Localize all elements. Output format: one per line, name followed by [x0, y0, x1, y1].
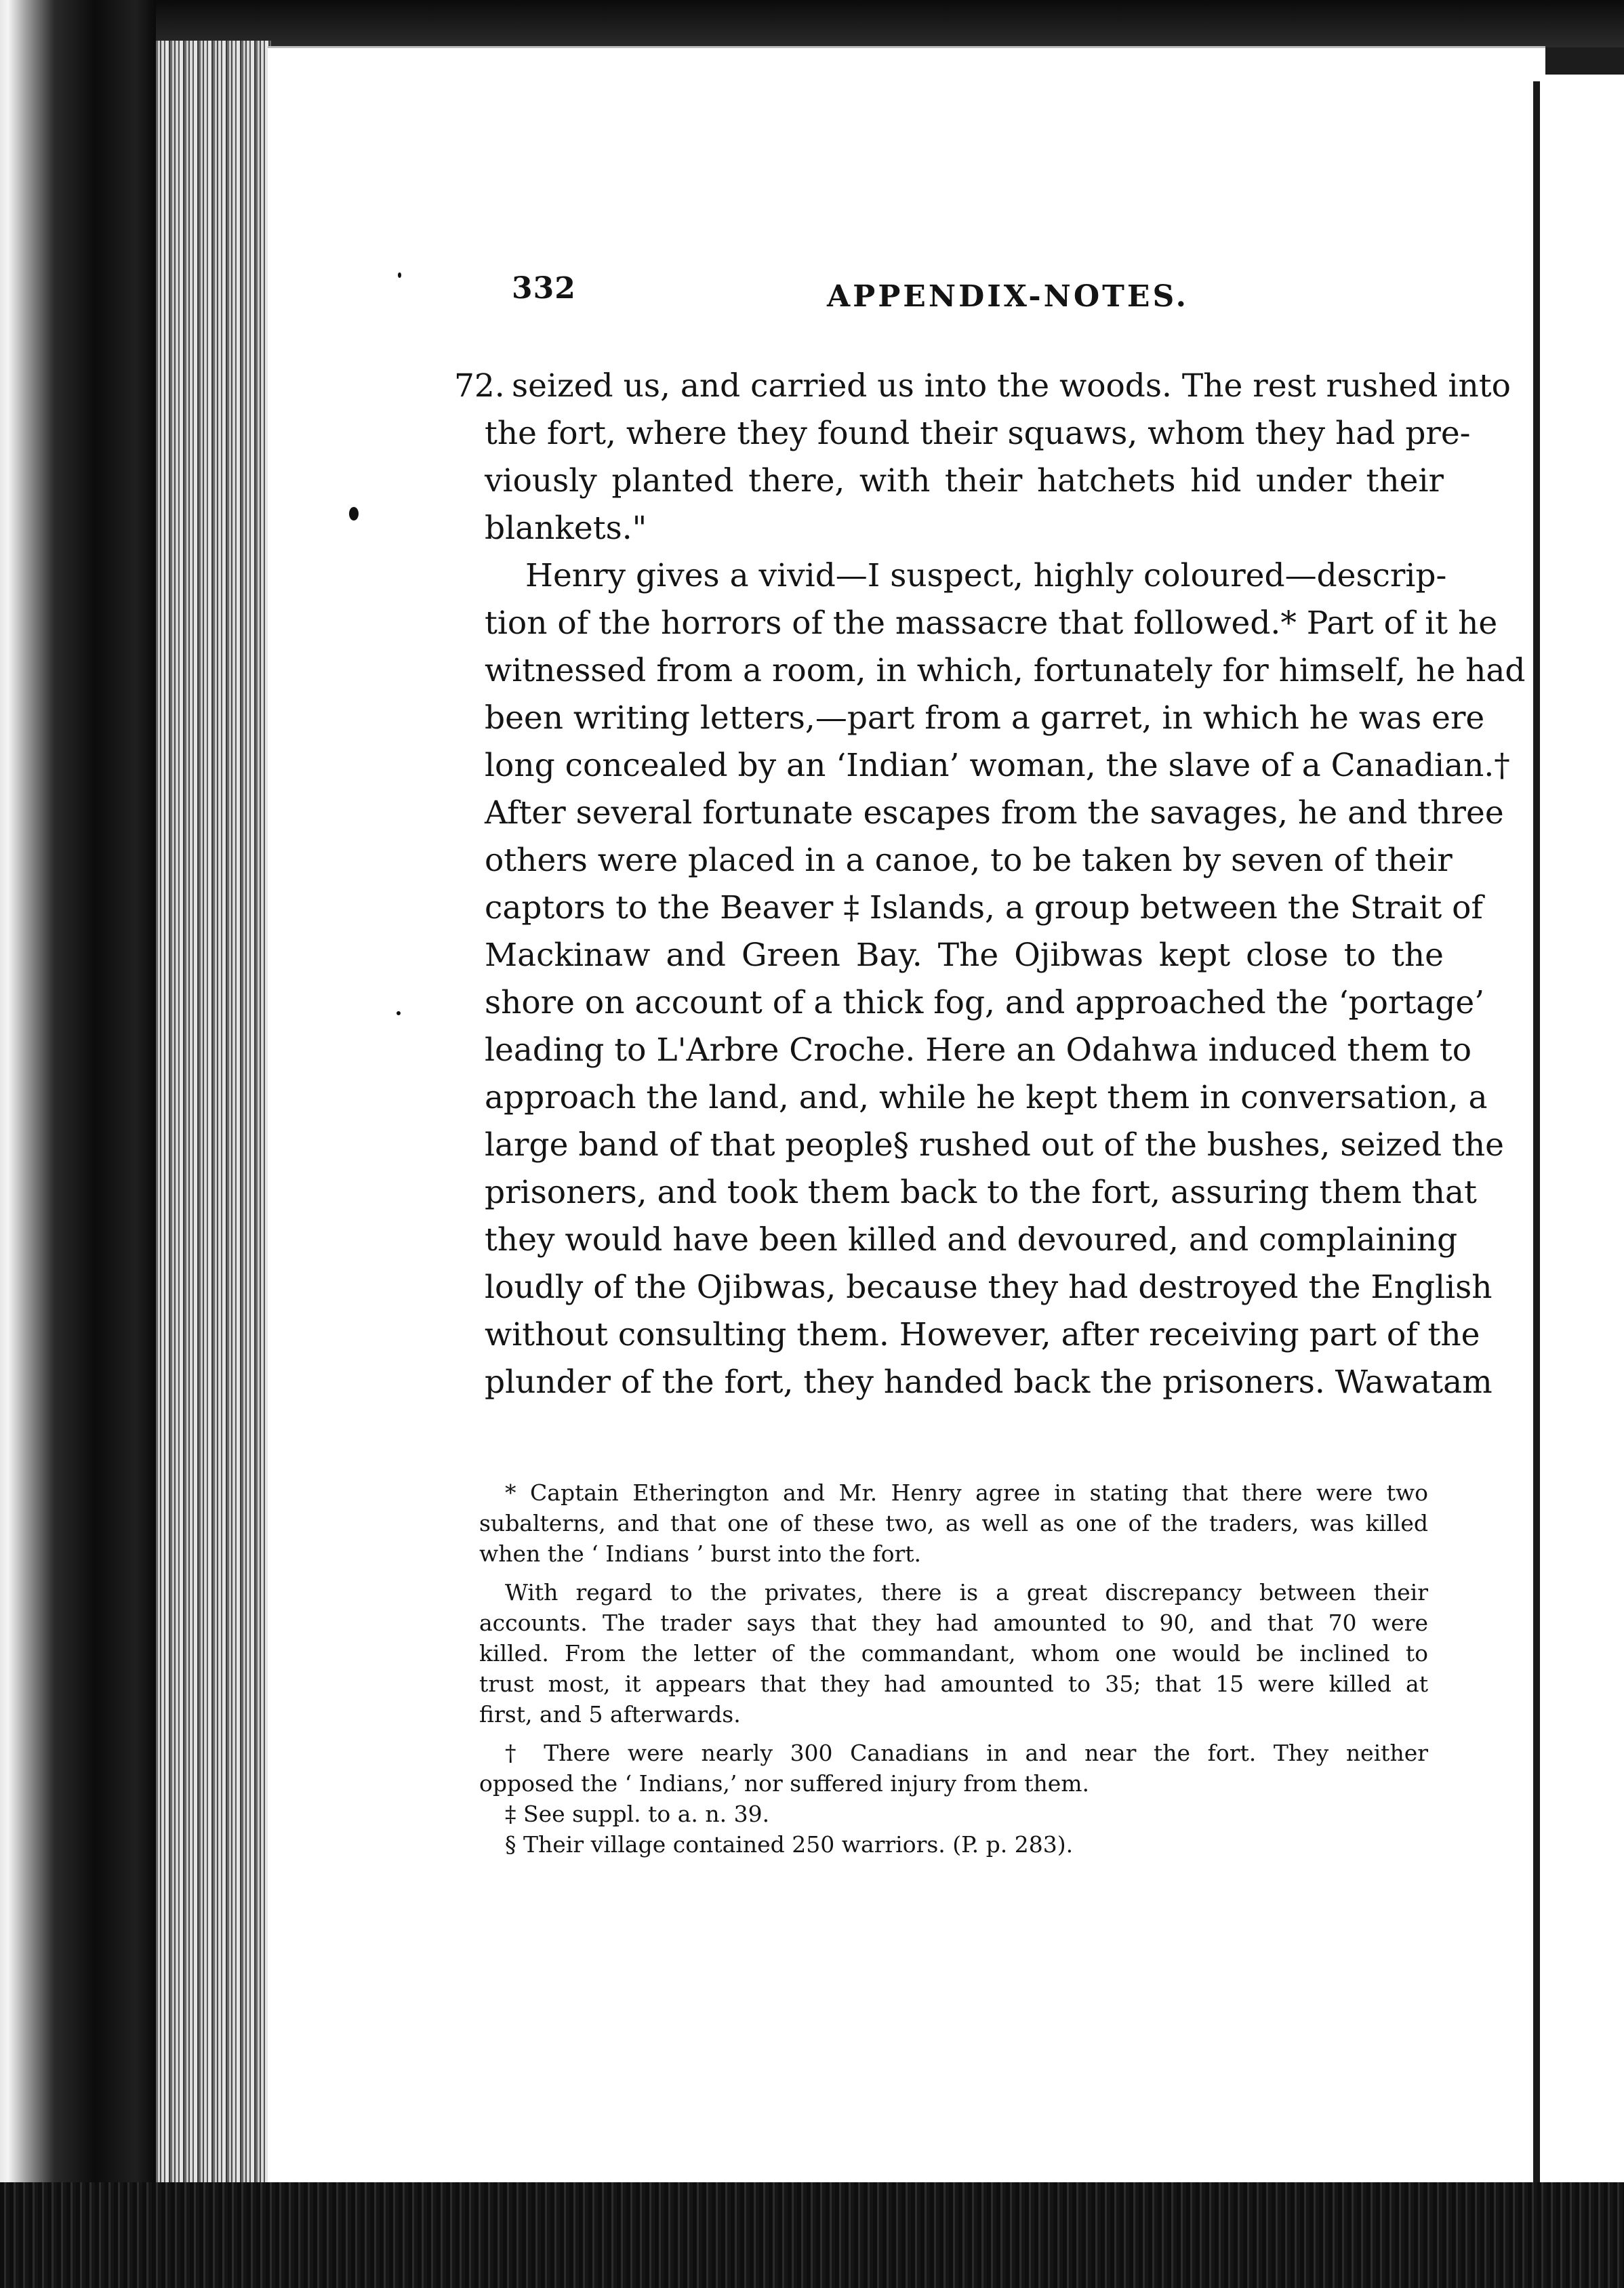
page-number: 332	[512, 271, 576, 306]
text-line: without consulting them. However, after receiving part of the	[485, 1316, 1480, 1353]
scan-left-margin	[0, 0, 156, 2288]
footnotes	[479, 1477, 1428, 1860]
text-line: viously planted there, with their hatchets hid under their	[485, 462, 1444, 499]
ink-speck	[397, 1011, 401, 1015]
text-line: they would have been killed and devoured, and complaining	[485, 1221, 1458, 1259]
text-line: seized us, and carried us into the woods. The rest rushed into	[512, 367, 1511, 405]
text-line: witnessed from a room, in which, fortunately for himself, he had	[485, 652, 1526, 689]
scan-bottom-margin	[0, 2182, 1624, 2288]
ink-speck	[349, 507, 359, 520]
ink-speck	[398, 272, 401, 278]
text-line: captors to the Beaver ‡ Islands, a group between the Strait of	[485, 889, 1483, 926]
body-text	[485, 363, 1526, 1406]
running-title: APPENDIX-NOTES.	[827, 279, 1189, 314]
footnote-line: opposed the ‘ Indians,’ nor suffered injury from them.	[479, 1770, 1090, 1797]
text-line: tion of the horrors of the massacre that followed.* Part of it he	[485, 605, 1498, 642]
text-line: others were placed in a canoe, to be taken by seven of their	[485, 842, 1453, 879]
footnote-line: when the ‘ Indians ’ burst into the fort.	[479, 1540, 921, 1567]
footnote-line: first, and 5 afterwards.	[479, 1701, 741, 1728]
page-gutter-shadow	[1533, 81, 1540, 2189]
text-line: been writing letters,—part from a garret, in which he was ere	[485, 699, 1485, 737]
running-head	[512, 271, 1325, 319]
facing-page-edge	[1540, 75, 1624, 2186]
text-line: blankets."	[485, 510, 647, 547]
text-line: approach the land, and, while he kept them in conversation, a	[485, 1079, 1488, 1116]
text-line: the fort, where they found their squaws, whom they had pre-	[485, 415, 1471, 452]
footnote-line: killed. From the letter of the commandant, whom one would be inclined to	[479, 1640, 1428, 1667]
footnote-line: accounts. The trader says that they had amounted to 90, and that 70 were	[479, 1610, 1428, 1636]
text-line: long concealed by an ‘Indian’ woman, the slave of a Canadian.†	[485, 747, 1510, 784]
text-line: shore on account of a thick fog, and approached the ‘portage’	[485, 984, 1485, 1021]
note-number: 72.	[454, 367, 505, 405]
footnote-line: With regard to the privates, there is a great discrepancy between their	[505, 1579, 1428, 1606]
text-line: Mackinaw and Green Bay. The Ojibwas kept close to the	[485, 937, 1444, 974]
text-line: prisoners, and took them back to the fort, assuring them that	[485, 1174, 1477, 1211]
footnote-line: § Their village contained 250 warriors. (P. p. 283).	[505, 1831, 1074, 1858]
text-line: Henry gives a vivid—I suspect, highly coloured—descrip-	[525, 557, 1447, 594]
footnote-line: † There were nearly 300 Canadians in and near the fort. They neither	[505, 1740, 1428, 1766]
footnote-line: ‡ See suppl. to a. n. 39.	[505, 1801, 770, 1827]
text-line: After several fortunate escapes from the savages, he and three	[485, 794, 1504, 832]
text-line: plunder of the fort, they handed back the prisoners. Wawatam	[485, 1364, 1493, 1401]
book-page-edges	[156, 41, 271, 2203]
text-line: large band of that people§ rushed out of the bushes, seized the	[485, 1126, 1504, 1164]
footnote-line: subalterns, and that one of these two, as well as one of the traders, was killed	[479, 1510, 1428, 1536]
text-line: leading to L'Arbre Croche. Here an Odahwa induced them to	[485, 1031, 1472, 1069]
footnote-line: * Captain Etherington and Mr. Henry agree in stating that there were two	[505, 1479, 1428, 1506]
footnote-line: trust most, it appears that they had amounted to 35; that 15 were killed at	[479, 1671, 1428, 1697]
text-line: loudly of the Ojibwas, because they had destroyed the English	[485, 1269, 1493, 1306]
